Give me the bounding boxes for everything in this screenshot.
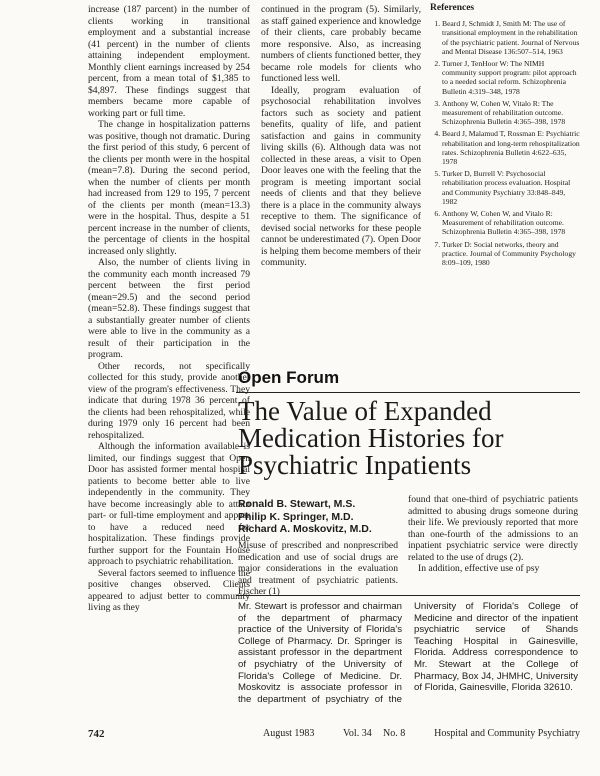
paragraph: Ideally, program evaluation of psychosocial rehabilitation involves factors such as society and patient benefits, quality of life, and patient satisfaction and gains in community living skills (6). Although data was not collected in these areas, a visit to Open Door leaves one with the feeling that the program is meeting important social needs of clients and that they believe there is a place in the community always receptive to them. The significance of devised social networks for these people cannot be underestimated (7). Open Door is helping them become members of their community. xyxy=(261,84,421,268)
paragraph: Misuse of prescribed and nonprescribed medication and use of social drugs are major considerations in the evaluation and treatment of psychiatric patients. Fischer (1) xyxy=(238,540,398,597)
page-number: 742 xyxy=(88,728,105,740)
body-column-2 xyxy=(261,4,421,269)
reference-item: 1. Beard J, Schmidt J, Smith M: The use of transitional employment in the rehabilitation of the psychiatric patient. Journal of Nervous and Mental Disease 136:507–514, 1963 xyxy=(442,19,580,56)
paragraph: In addition, effective use of psy xyxy=(418,563,540,574)
issue-date: August 1983 xyxy=(263,728,315,739)
section-label: Open Forum xyxy=(238,368,340,387)
reference-item: 7. Turker D: Social networks, theory and practice. Journal of Community Psychology 8:09–109, 1980 xyxy=(442,240,580,268)
paragraph: continued in the program (5). Similarly, as staff gained experience and knowledge of their clients, care probably became more responsive. Also, as increasing numbers of clients functioned better, they became role models for clients who functioned less well. xyxy=(261,4,421,84)
references-section xyxy=(430,4,580,270)
author-bio: Mr. Stewart is professor and chairman of the department of pharmacy practice of the University of Florida's College of Pharmacy. Dr. Springer is assistant professor in the department of psychiatry of the University of Florida's College of Medicine. Dr. Moskovitz is associate professor in the department of psychiatry of the University of Florida's College of Medicine and director of the inpatient psychiatric service of Shands Teaching Hospital in Gainesville, Florida. Address correspondence to Mr. Stewart at the College of Pharmacy, Box J4, JHMHC, University of Florida, Gainesville, Florida 32610. xyxy=(238,601,578,705)
reference-item: 6. Anthony W, Cohen W, and Vitalo R: Measurement of rehabilitation outcome. Schizophrenia Bulletin 4:365–398, 1978 xyxy=(442,209,580,237)
paragraph: increase (187 parcent) in the number of clients working in transitional employment and a substantial increase (41 percent) in the number of clients attaining independent employment. Monthly client earnings increased by 254 percent, from a mean total of $1,385 to $4,897. These findings suggest that members became more capable of working part or full time. xyxy=(88,4,250,119)
author-list xyxy=(238,498,398,536)
paragraph: Other records, not specifically collected for this study, provide another view of the program's effectiveness. They indicate that during 1978 36 percent of the clients had been rehospitalized, while during 1979 only 16 percent had been rehospitalized. xyxy=(88,360,250,441)
reference-item: 4. Beard J, Malamud T, Rossman E: Psychiatric rehabilitation and long-term rehospitalization rates. Schizophrenia Bulletin 4:622–635, 1978 xyxy=(442,129,580,166)
bio-divider xyxy=(236,595,580,596)
section-divider xyxy=(236,392,580,393)
reference-item: 3. Anthony W, Cohen W, Vitalo R: The measurement of rehabilitation outcome. Schizophrenia Bulletin 4:365–398, 1978 xyxy=(442,99,580,127)
article-intro-left xyxy=(238,540,398,598)
references-heading: References xyxy=(430,3,475,13)
article-intro-right xyxy=(408,494,578,575)
paragraph: found that one-third of psychiatric patients admitted to abusing drugs someone during their life. We previously reported that more than one-fourth of the admissions to an inpatient psychiatric service were directly related to the use of drugs (2). xyxy=(408,494,578,563)
paragraph: Also, the number of clients living in the community each month increased 79 percent between the first period (mean=29.5) and the second period (mean=52.8). These findings suggest that a substantially greater number of clients were able to live in the community as a result of their participation in the program. xyxy=(88,257,250,360)
article-title: The Value of Expanded Medication Histories for Psychiatric Inpatients xyxy=(238,396,504,480)
journal-name: Hospital and Community Psychiatry xyxy=(434,728,580,739)
reference-item: 2. Turner J, TenHoor W: The NIMH community support program: pilot approach to a needed social reform. Schizophrenia Bulletin 4:319–348, 1978 xyxy=(442,59,580,96)
author-name: Ronald B. Stewart, M.S. xyxy=(238,498,356,510)
references-list xyxy=(430,19,580,267)
paragraph: Although the information available is limited, our findings suggest that Open Door has assisted former mental hospital patients to become better able to live independently in the community. They have become increasingly able to attain part- or full-time employment and appear to have a reduced need for hospitalization. These findings provide further support for the Fountain House approach to psychiatric rehabilitation. xyxy=(88,441,250,567)
paragraph: Several factors seemed to influence the positive changes observed. Clients appeared to adjust better to community living as they xyxy=(88,567,250,613)
issue-number: No. 8 xyxy=(383,728,406,739)
paragraph: The change in hospitalization patterns was positive, though not dramatic. During the first period of this study, 6 percent of the clients per month were in the hospital (mean=7.8). During the second period, when the number of clients per month had increased from 129 to 195, 7 percent of the clients per month (mean=13.3) were in the hospital. Thus, despite a 51 percent increase in the number of clients, the percentage of clients in the hospital increased only slightly. xyxy=(88,119,250,257)
volume: Vol. 34 xyxy=(343,728,372,739)
author-name: Philip K. Springer, M.D. xyxy=(238,510,354,523)
body-column-1 xyxy=(88,4,250,614)
reference-item: 5. Turker D, Burrell V: Psychosocial rehabilitation process evaluation. Hospital and Community Psychiatry 33:848–849, 1982 xyxy=(442,169,580,206)
author-name: Richard A. Moskovitz, M.D. xyxy=(238,523,372,535)
